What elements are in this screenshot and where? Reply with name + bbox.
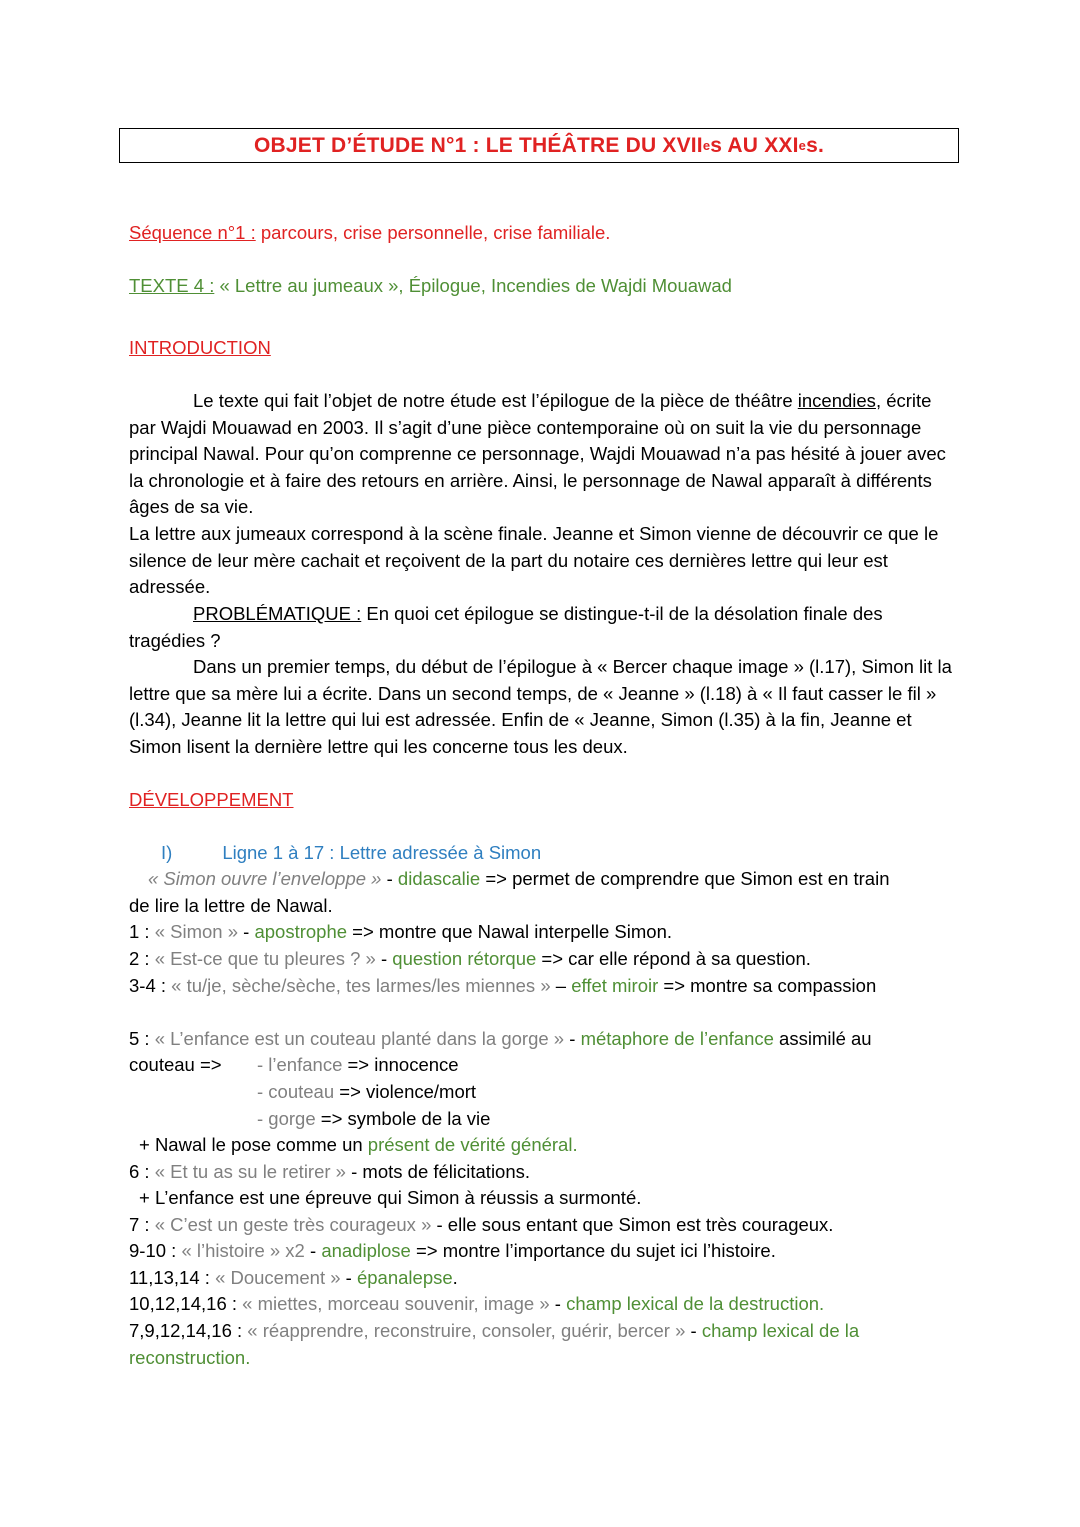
line-ref: 7,9,12,14,16 : [129,1320,248,1341]
analysis-line [129,1291,824,1318]
quote: « Doucement » [215,1267,341,1288]
line-ref: 3-4 : [129,975,172,996]
intro-text: Dans un premier temps, du début de l’épilogue à « Bercer chaque image » (l.17), Simon lit la lettre que sa mère lui a écrite. Dans un second temps, de « Jeanne » (l.18) à « Il faut casser le fil » (l.34), Jeanne lit la lettre qui lui est adressée. Enfin de « Jeanne, Simon (l.35) à la fin, Jeanne et Simon lisent la dernière lettre qui les concerne tous les deux. [129,656,952,757]
figure-of-speech: épanalepse [356,1267,453,1288]
separator: - [685,1320,702,1341]
separator: - [381,868,398,889]
explanation: => innocence [342,1054,459,1075]
sub-item [257,1052,459,1079]
sub-item [257,1106,490,1133]
analysis-line: de lire la lettre de Nawal. [129,895,333,916]
analysis-line [129,1212,833,1239]
section-1-heading [161,840,541,867]
quote: « tu/je, sèche/sèche, tes larmes/les miennes » [171,975,551,996]
figure-of-speech: présent de vérité général. [367,1134,578,1155]
quote: « réapprendre, reconstruire, consoler, guérir, bercer » [247,1320,686,1341]
explanation: - mots de félicitations. [345,1161,531,1182]
explanation: => montre sa compassion [658,975,877,996]
quote: - couteau [257,1081,335,1102]
quote: « Simon ouvre l’enveloppe » [148,868,382,889]
separator: - [375,948,393,969]
quote: - gorge [257,1108,316,1129]
line-ref: 7 : [129,1214,155,1235]
quote: « Et tu as su le retirer » [154,1161,346,1182]
analysis-line [129,973,876,1000]
quote: « miettes, morceau souvenir, image » [242,1293,550,1314]
analysis-line: reconstruction. [129,1347,251,1368]
analysis-line [139,1132,578,1159]
analysis-line [129,1238,776,1265]
quote: « l’histoire » x2 [181,1240,305,1261]
line-ref: 11,13,14 : [129,1267,216,1288]
analysis-line [129,919,672,946]
line-ref: 5 : [129,1028,155,1049]
problematique [129,601,959,654]
explanation: => montre l’importance du sujet ici l’histoire. [410,1240,776,1261]
title-sup: e [702,138,711,153]
analysis-line [129,1026,872,1053]
intro-text: , écrite par Wajdi Mouawad en 2003. Il s’agit d’une pièce contemporaine où on suit la vie du personnage principal Nawal. Pour qu’on comprenne ce personnage, Wajdi Mouawad n’a pas hésité à jouer avec la chronologie et à faire des retours en arrière. Ainsi, le personnage de Nawal apparaît à différents âges de sa vie. [129,390,946,518]
quote: « Simon » [154,921,239,942]
figure-of-speech: question rétorque [392,948,537,969]
line-ref: 10,12,14,16 : [129,1293,243,1314]
intro-heading: INTRODUCTION [129,337,271,358]
title-text: s. [806,133,825,157]
punctuation: . [452,1267,458,1288]
line-ref: 9-10 : [129,1240,182,1261]
line-ref: 2 : [129,948,155,969]
problematique-label: PROBLÉMATIQUE : [193,603,362,624]
explanation: => permet de comprendre que Simon est en train [480,868,890,889]
explanation: - elle sous entant que Simon est très courageux. [431,1214,834,1235]
title-text: OBJET D’ÉTUDE N°1 : LE THÉÂTRE DU XVII [253,133,703,157]
quote: « Est-ce que tu pleures ? » [154,948,376,969]
figure-of-speech: apostrophe [254,921,348,942]
intro-text: Le texte qui fait l’objet de notre étude est l’épilogue de la pièce de théâtre [193,390,798,411]
figure-of-speech: anadiplose [321,1240,411,1261]
play-title: incendies [797,390,876,411]
figure-of-speech: champ lexical de la [701,1320,860,1341]
separator: - [238,921,255,942]
explanation: => montre que Nawal interpelle Simon. [347,921,672,942]
intro-paragraph-4 [129,654,959,760]
analysis-line [129,1318,859,1345]
problematique-text: En quoi cet épilogue se distingue-t-il de la désolation finale des tragédies ? [129,603,883,651]
separator: - [304,1240,322,1261]
intro-paragraph-1 [129,388,959,521]
analysis-line [129,1265,458,1292]
analysis-line: + L’enfance est une épreuve qui Simon à réussis a surmonté. [139,1187,642,1208]
analysis-line [148,866,890,893]
separator: - [564,1028,581,1049]
explanation: assimilé au [773,1028,872,1049]
figure-of-speech: didascalie [397,868,481,889]
texte-label: TEXTE 4 : [129,275,215,296]
line-ref: 6 : [129,1161,155,1182]
line-ref: 1 : [129,921,155,942]
explanation: + Nawal le pose comme un [139,1134,368,1155]
figure-of-speech: champ lexical de la destruction. [566,1293,825,1314]
texte-line [129,273,732,300]
title-text: s AU XXI [710,133,799,157]
title-sup: e [798,138,807,153]
quote: « C’est un geste très courageux » [154,1214,432,1235]
section-title: Ligne 1 à 17 : Lettre adressée à Simon [222,842,542,863]
page-title [119,128,959,163]
sequence-label: Séquence n°1 : [129,222,256,243]
analysis-line [129,946,811,973]
quote: - l’enfance [257,1054,343,1075]
analysis-line [129,1159,530,1186]
intro-paragraph-2: La lettre aux jumeaux correspond à la scène finale. Jeanne et Simon vienne de découvrir ce que le silence de leur mère cachait et reçoivent de la part du notaire ces dernières lettre qui leur est adressée. [129,523,939,598]
explanation: => car elle répond à sa question. [536,948,811,969]
separator: - [340,1267,357,1288]
sub-item [257,1079,476,1106]
dev-heading: DÉVELOPPEMENT [129,789,294,810]
explanation: => symbole de la vie [315,1108,491,1129]
figure-of-speech: métaphore de l’enfance [580,1028,774,1049]
explanation: => violence/mort [334,1081,477,1102]
sequence-line [129,220,610,247]
quote: « L’enfance est un couteau planté dans la gorge » [154,1028,565,1049]
section-number: I) [161,842,173,863]
figure-of-speech: effet miroir [571,975,659,996]
texte-text: « Lettre au jumeaux », Épilogue, Incendies de Wajdi Mouawad [214,275,732,296]
separator: - [549,1293,567,1314]
sequence-text: parcours, crise personnelle, crise familiale. [255,222,611,243]
analysis-line: couteau => [129,1054,222,1075]
separator: – [550,975,572,996]
